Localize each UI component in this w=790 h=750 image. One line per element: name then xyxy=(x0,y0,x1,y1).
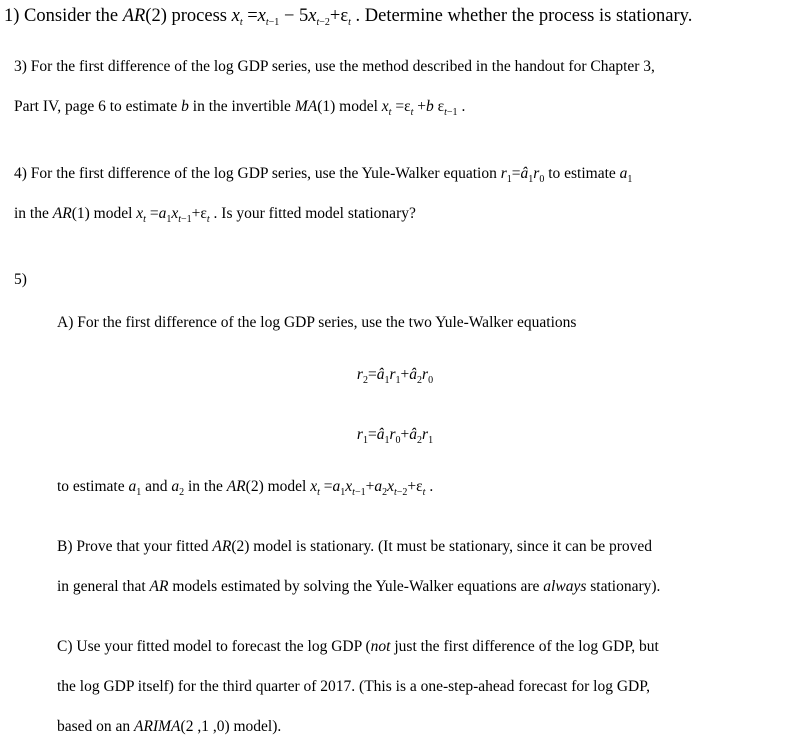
question-3-line-1: 3) For the first difference of the log GDP series, use the method described in the handout for Chapter 3, xyxy=(14,58,655,75)
yule-walker-equation-r2: $r_2=â_1r_1+â_2r_0$ xyxy=(356,366,434,386)
question-5a-line-1: A) For the first difference of the log GDP series, use the two Yule-Walker equations xyxy=(57,314,577,331)
question-5b-line-1: B) Prove that your fitted AR(2) model is stationary. (It must be stationary, since it can be proved xyxy=(57,538,653,555)
ar2-fitted-equation: $x_t =a_1x_{t-1}+a_2x_{t-2}+\varepsilon_t$ . xyxy=(310,478,434,498)
question-4-line-1: 4) For the first difference of the log GDP series, use the Yule-Walker equation $r_1=â_1r_0$ to estimate $a_1$ xyxy=(14,165,633,185)
question-5a-line-2: to estimate $a_1$ and $a_2$ in the AR(2) model $x_t =a_1x_{t-1}+a_2x_{t-2}+\varepsilon_t$ . xyxy=(57,478,434,498)
ar2-equation: $x_t =x_{t-1} - 5x_{t-2}+\varepsilon_t$ . xyxy=(231,6,361,28)
question-5c-line-3: based on an ARIMA(2 ,1 ,0) model). xyxy=(57,718,282,735)
question-5-number: 5) xyxy=(14,271,27,288)
question-5c-line-1: C) Use your fitted model to forecast the log GDP (not just the first difference of the log GDP, but xyxy=(57,638,659,655)
ma1-equation: $x_t =\varepsilon_t +b$ $\varepsilon_{t-1}$ . xyxy=(381,98,466,118)
yule-walker-equation-1: $r_1=â_1r_0$ xyxy=(500,165,545,185)
yule-walker-equation-r1: $r_1=â_1r_0+â_2r_1$ xyxy=(356,426,434,446)
ar1-equation: $x_t =a_1x_{t-1}+\varepsilon_t$ . xyxy=(136,205,218,225)
question-4-line-2: in the AR(1) model $x_t =a_1x_{t-1}+\varepsilon_t$ . Is your fitted model stationary? xyxy=(14,205,416,225)
question-5c-line-2: the log GDP itself) for the third quarter of 2017. (This is a one-step-ahead forecast for log GDP, xyxy=(57,678,651,695)
question-5b-line-2: in general that AR models estimated by solving the Yule-Walker equations are always stationary). xyxy=(57,578,661,595)
question-1: 1) Consider the AR(2) process $x_t =x_{t-1} - 5x_{t-2}+\varepsilon_t$ . Determine whether the process is stationary. xyxy=(4,6,693,28)
question-3-line-2: Part IV, page 6 to estimate b in the invertible MA(1) model $x_t =\varepsilon_t +b$ $\varepsilon_{t-1}$ . xyxy=(14,98,466,118)
